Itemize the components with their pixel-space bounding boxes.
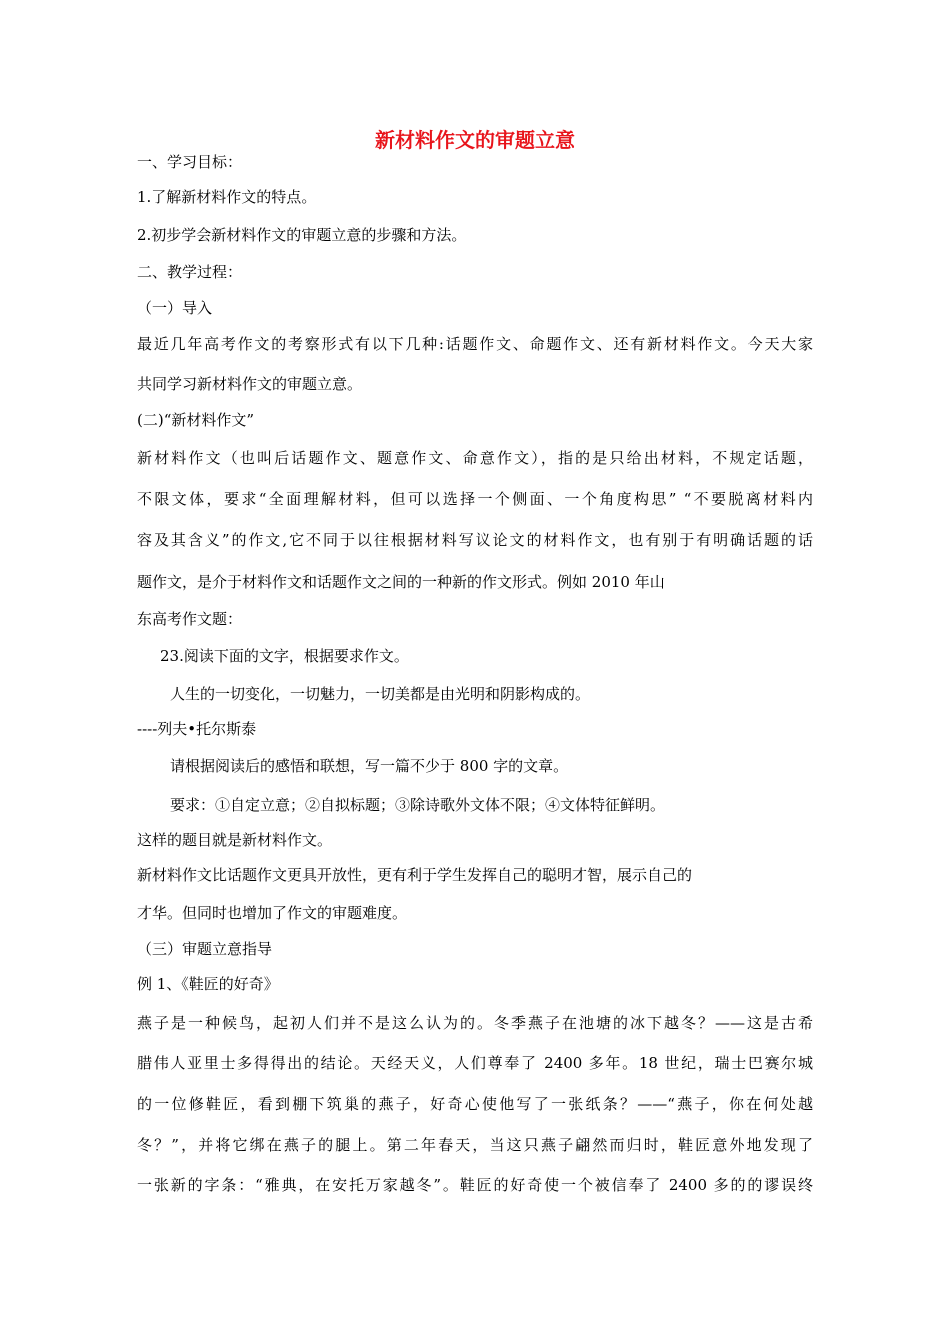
text-line: 腊伟人亚里士多得得出的结论。天经天义，人们尊奉了 2400 多年。18 世纪，瑞士巴赛尔城 (137, 1054, 813, 1072)
text-line: 燕子是一种候鸟，起初人们并不是这么认为的。冬季燕子在池塘的冰下越冬？——这是古希 (137, 1014, 813, 1032)
subsection-heading: （三）审题立意指导 (137, 940, 273, 958)
document-title: 新材料作文的审题立意 (375, 128, 575, 152)
quote-attribution: ----列夫•托尔斯泰 (137, 720, 257, 738)
text-line: 新材料作文（也叫后话题作文、题意作文、命意作文），指的是只给出材料，不规定话题， (137, 449, 813, 467)
text-line: 这样的题目就是新材料作文。 (137, 831, 333, 849)
text-line: 容及其含义”的作文,它不同于以往根据材料写议论文的材料作文，也有别于有明确话题的话 (137, 531, 813, 549)
text-line: 1.了解新材料作文的特点。 (137, 188, 317, 206)
subsection-heading: （一）导入 (137, 299, 213, 317)
text-line: 冬？”，并将它绑在燕子的腿上。第二年春天，当这只燕子翩然而归时，鞋匠意外地发现了 (137, 1136, 813, 1154)
example-heading: 例 1、《鞋匠的好奇》 (137, 975, 279, 993)
text-line: 2.初步学会新材料作文的审题立意的步骤和方法。 (137, 226, 467, 244)
text-line: 要求：①自定立意；②自拟标题；③除诗歌外文体不限；④文体特征鲜明。 (170, 796, 666, 814)
text-line: 的一位修鞋匠，看到棚下筑巢的燕子，好奇心使他写了一张纸条？——“燕子，你在何处越 (137, 1095, 813, 1113)
text-line: 请根据阅读后的感悟和联想，写一篇不少于 800 字的文章。 (170, 757, 569, 775)
subsection-heading: (二)“新材料作文” (137, 411, 255, 429)
text-line: 不限文体，要求“全面理解材料，但可以选择一个侧面、一个角度构思” “不要脱离材料内 (137, 490, 813, 508)
text-line: 题作文，是介于材料作文和话题作文之间的一种新的作文形式。例如 2010 年山 (137, 573, 665, 591)
text-line: 东高考作文题： (137, 610, 243, 628)
section-heading: 二、教学过程： (137, 263, 243, 281)
text-line: 一张新的字条：“雅典，在安托万家越冬”。鞋匠的好奇使一个被信奉了 2400 多的的谬误终 (137, 1176, 813, 1194)
text-line: 新材料作文比话题作文更具开放性，更有利于学生发挥自己的聪明才智，展示自己的 (137, 866, 693, 884)
text-line: 才华。但同时也增加了作文的审题难度。 (137, 904, 408, 922)
text-line: 23.阅读下面的文字，根据要求作文。 (160, 647, 409, 665)
text-line: 最近几年高考作文的考察形式有以下几种:话题作文、命题作文、还有新材料作文。今天大家 (137, 335, 813, 353)
text-line: 共同学习新材料作文的审题立意。 (137, 375, 363, 393)
quote-line: 人生的一切变化，一切魅力，一切美都是由光明和阴影构成的。 (170, 685, 591, 703)
section-heading: 一、学习目标： (137, 153, 243, 171)
